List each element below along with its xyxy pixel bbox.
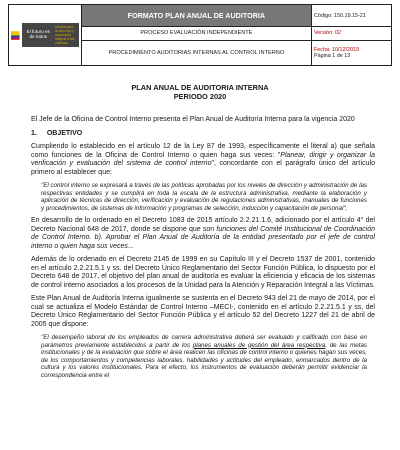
code-cell: Código: 150.19.15-21	[312, 5, 392, 27]
document-header	[8, 4, 392, 66]
logo-sub-text: Unidad para la atención y reparación integral a las víctimas	[54, 25, 75, 45]
p2-text-a: En desarrollo de lo ordenado en el Decreto 1083 de 2015 artículo 2.2.21.1.6, adicionado por el artículo 4° del Decreto Nacional 648 de 2017, donde se dispone que son	[31, 217, 375, 233]
p1-text-a: Cumpliendo lo establecido en el artículo 12 de la Ley 87 de 1993, específicamente el literal a) que señala como funciones de la Oficina de Control Interno o quien haga sus veces: "	[31, 143, 375, 159]
logo-main-text: El futuro es de todos	[26, 29, 50, 39]
page-title	[0, 84, 400, 101]
title-line-2: PERIODO 2020	[173, 91, 227, 101]
version-cell: Versión: 02	[312, 27, 392, 41]
objective-paragraph-1	[31, 143, 375, 177]
logo-box	[22, 23, 79, 47]
objective-paragraph-3: Además de lo ordenado en el Decreto 2145 de 1999 en su Capítulo III y el Decreto 1537 de 2001, contenido en el artículo 2.2.21.5.1 y ss. del Decreto Único Reglamentario del Sector Función Pública, lo dispuesto por el Decreto 648 de 2017, el objetivo del plan anual de auditoría es evaluar la eficiencia y eficacia de los sistemas de control interno asociados a los procesos de la Unidad para la Atención y Reparación Integral a las Víctimas.	[31, 256, 375, 289]
section-number: 1.	[31, 129, 37, 137]
p1-quote-italic: Planear, dirigir y organizar la verificación y evaluación del sistema de control interno	[31, 151, 376, 167]
q2-text-c: , de las metas institucionales y de la evaluación que sobre el área realicen las oficinas de control interno o quienes hagan sus veces, de los comportamientos y competencias laborales, habilidades y actitudes del empleado, enmarcados dentro de la cultura y los valores institucionales. Para el efecto, los instrumentos de evaluación deberán permitir evidenciar la correspondencia entre el	[41, 341, 367, 379]
format-title: FORMATO PLAN ANUAL DE AUDITORIA	[81, 5, 311, 27]
process-name: PROCESO EVALUACIÓN INDEPENDIENTE	[81, 27, 311, 41]
page-number: Página 1 de 13	[314, 52, 351, 59]
entity-logo	[11, 23, 79, 47]
document-body	[31, 116, 375, 384]
q2-underlined: planes anuales de gestión del área respectiva	[192, 341, 326, 349]
block-quote-1: "El control interno se expresará a través de las políticas aprobadas por los niveles de dirección y administración de las respectivas entidades y se cumplirá en toda la escala de la estructura administrativa, mediante la elaboración y aplicación de técnicas de dirección, verificación y evaluación de regulaciones administrativas, manuales de funciones y procedimientos, de sistemas de información y programas de selección, inducción y capacitación de personal",	[41, 182, 367, 212]
intro-paragraph: El Jefe de la Oficina de Control Interno presenta el Plan Anual de Auditoría Interna para la vigencia 2020	[31, 116, 355, 123]
p2-text-c: ...	[127, 242, 134, 250]
section-title: OBJETIVO	[46, 129, 83, 137]
p1-text-c: ", concordante con el parágrafo único del artículo primero al establecer que:	[31, 160, 375, 176]
section-heading	[31, 130, 375, 139]
procedure-name: PROCEDIMIENTO AUDITORIAS INTERNAS AL CONTROL INTERNO	[81, 40, 311, 65]
date-page-cell	[312, 40, 392, 65]
q2-text-a: "El desempeño laboral de los empleados de carrera administrativa deberá ser evaluado y calificado con base en parámetros previamente establecidos a partir de los	[41, 334, 367, 349]
objective-paragraph-4: Este Plan Anual de Auditoría Interna igualmente se sustenta en el Decreto 943 del 21 de mayo de 2014, por el cual se actualiza el Modelo Estándar de Control Interno –MECI-, contenido en el artículo 2.2.21.5.1 y ss, del Decreto Único Reglamentario del Sector Función Pública y el artículo 52 del Decreto 1227 del 21 de abril de 2005 que dispone:	[31, 295, 375, 328]
date-label: Fecha: 10/12/2019	[314, 46, 359, 53]
objective-paragraph-2	[31, 217, 375, 251]
colombia-flag-icon	[11, 29, 20, 42]
block-quote-2	[31, 334, 375, 379]
p2-italic: funciones del Comité Institucional de Coordinación de Control Interno. b). Aprobar el Plan Anual de Auditoría de la entidad presentado por el jefe de control interno o quien haga sus veces	[31, 225, 375, 250]
title-line-1: PLAN ANUAL DE AUDITORIA INTERNA	[131, 83, 269, 92]
logo-cell	[9, 5, 82, 66]
